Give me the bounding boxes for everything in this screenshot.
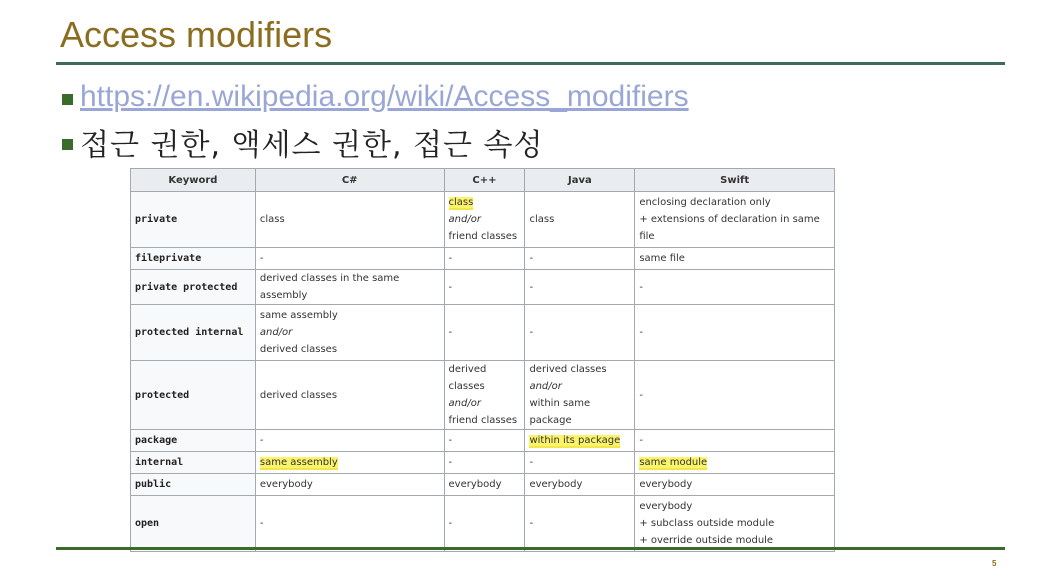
cell-line: [260, 250, 440, 267]
cell-text: -: [259, 253, 264, 264]
cell-text: derived classes: [259, 389, 338, 401]
java-cell: [525, 361, 635, 430]
swift-cell: [635, 430, 835, 452]
cell-line: [529, 454, 630, 471]
cell-line: [529, 324, 630, 341]
cell-text: -: [448, 253, 453, 264]
cell-text: -: [639, 435, 643, 446]
cell-text: -: [529, 253, 534, 264]
table-row: [131, 192, 835, 248]
cell-line: [449, 250, 521, 267]
keyword-cell: package: [131, 430, 256, 452]
cpp-cell: [444, 192, 525, 248]
cell-text: and/or: [259, 327, 293, 338]
cell-text: -: [529, 281, 534, 293]
cpp-cell: [444, 305, 525, 361]
table-row: [131, 305, 835, 361]
cell-text: -: [259, 518, 264, 529]
cell-line: [260, 454, 440, 471]
cell-text: + extensions of declaration in same file: [639, 214, 820, 242]
cell-text: -: [448, 518, 453, 529]
cpp-cell: [444, 430, 525, 452]
cell-line: [260, 307, 440, 324]
cell-text: -: [448, 435, 453, 446]
cell-line: [260, 432, 440, 449]
cell-text: derived classes: [529, 364, 607, 375]
cell-line: [639, 279, 830, 296]
cell-line: [449, 454, 521, 471]
cell-line: [639, 432, 830, 449]
cell-line: [639, 498, 830, 515]
cell-line: [639, 194, 830, 211]
csharp-cell: [255, 192, 444, 248]
cell-text: and/or: [448, 214, 481, 225]
cell-text: class: [529, 214, 555, 225]
cell-text: and/or: [529, 381, 562, 392]
java-cell: [525, 452, 635, 474]
cell-text: friend classes: [448, 231, 518, 242]
cell-text: within same package: [529, 398, 591, 426]
cell-line: [449, 228, 521, 245]
cell-line: [449, 194, 521, 211]
cell-text: derived classes: [448, 364, 487, 392]
cell-text: -: [529, 518, 534, 529]
cpp-cell: [444, 496, 525, 552]
cell-line: [449, 324, 521, 341]
swift-cell: [635, 474, 835, 496]
cell-line: [260, 270, 440, 304]
cell-line: [529, 279, 630, 296]
access-modifiers-table: [130, 168, 835, 552]
csharp-cell: [255, 430, 444, 452]
cell-line: [449, 211, 521, 228]
java-cell: [525, 305, 635, 361]
bullet-square-icon: [62, 139, 73, 150]
cell-line: [260, 211, 440, 228]
cpp-cell: [444, 452, 525, 474]
swift-cell: [635, 452, 835, 474]
keyword-cell: fileprivate: [131, 248, 256, 270]
cell-line: [639, 324, 830, 341]
csharp-cell: [255, 270, 444, 305]
table-row: [131, 248, 835, 270]
cell-text: -: [529, 457, 534, 468]
title-divider: [56, 62, 1005, 65]
table-row: [131, 474, 835, 496]
highlighted-text: same assembly: [259, 457, 338, 468]
cell-text: everybody: [529, 479, 583, 490]
table-row: [131, 430, 835, 452]
bullet-korean-row: [62, 120, 544, 164]
cell-text: -: [448, 327, 453, 338]
cell-line: [639, 387, 830, 404]
cell-line: [529, 432, 630, 449]
cell-text: + override outside module: [639, 535, 774, 546]
highlighted-text: within its package: [529, 435, 621, 446]
cell-text: -: [448, 457, 453, 468]
cell-line: [449, 395, 521, 412]
keyword-cell: public: [131, 474, 256, 496]
cell-line: [529, 476, 630, 493]
cell-text: everybody: [448, 479, 502, 490]
wikipedia-link[interactable]: https://en.wikipedia.org/wiki/Access_modifiers: [80, 80, 689, 113]
header-keyword: Keyword: [131, 169, 256, 192]
keyword-cell: protected internal: [131, 305, 256, 361]
cpp-cell: [444, 248, 525, 270]
swift-cell: [635, 361, 835, 430]
table-row: [131, 496, 835, 552]
cell-text: everybody: [259, 479, 313, 490]
cell-line: [639, 211, 830, 245]
slide-title: Access modifiers: [60, 14, 333, 55]
cell-line: [529, 211, 630, 228]
cell-line: [639, 515, 830, 532]
cell-text: friend classes: [448, 415, 518, 426]
csharp-cell: [255, 474, 444, 496]
cell-text: and/or: [448, 398, 481, 409]
cell-text: -: [529, 327, 534, 338]
highlighted-text: same module: [639, 457, 708, 468]
csharp-cell: [255, 496, 444, 552]
java-cell: [525, 496, 635, 552]
cell-text: enclosing declaration only: [639, 197, 771, 208]
java-cell: [525, 248, 635, 270]
keyword-cell: open: [131, 496, 256, 552]
cell-text: -: [639, 327, 643, 338]
cell-line: [260, 387, 440, 404]
cell-line: [449, 412, 521, 429]
cell-text: -: [448, 281, 453, 293]
table-header-row: [131, 169, 835, 192]
java-cell: [525, 430, 635, 452]
table-row: [131, 452, 835, 474]
header-cpp: C++: [444, 169, 525, 192]
cell-line: [449, 279, 521, 296]
java-cell: [525, 270, 635, 305]
keyword-cell: internal: [131, 452, 256, 474]
keyword-cell: private protected: [131, 270, 256, 305]
cpp-cell: [444, 361, 525, 430]
cell-line: [260, 515, 440, 532]
cell-text: derived classes in the same assembly: [259, 273, 400, 301]
csharp-cell: [255, 305, 444, 361]
cell-line: [449, 361, 521, 395]
java-cell: [525, 474, 635, 496]
swift-cell: [635, 248, 835, 270]
csharp-cell: [255, 248, 444, 270]
swift-cell: [635, 305, 835, 361]
page-number: 5: [992, 559, 997, 568]
keyword-cell: private: [131, 192, 256, 248]
cell-text: derived classes: [259, 344, 338, 355]
swift-cell: [635, 496, 835, 552]
header-java: Java: [525, 169, 635, 192]
cell-line: [639, 476, 830, 493]
header-csharp: C#: [255, 169, 444, 192]
table-body: [131, 192, 835, 552]
cell-line: [260, 476, 440, 493]
table-row: [131, 361, 835, 430]
korean-terms: 접근 권한, 액세스 권한, 접근 속성: [80, 128, 544, 163]
keyword-cell: protected: [131, 361, 256, 430]
highlighted-text: class: [448, 197, 474, 208]
cell-line: [639, 250, 830, 267]
csharp-cell: [255, 361, 444, 430]
cell-line: [529, 361, 630, 378]
bullet-link-row: [62, 80, 689, 114]
java-cell: [525, 192, 635, 248]
csharp-cell: [255, 452, 444, 474]
cell-line: [529, 378, 630, 395]
cell-line: [529, 250, 630, 267]
cell-text: everybody: [639, 479, 693, 490]
table-row: [131, 270, 835, 305]
cell-line: [260, 324, 440, 341]
cell-line: [449, 432, 521, 449]
footer-divider: [56, 547, 1005, 550]
swift-cell: [635, 270, 835, 305]
cell-text: -: [639, 389, 643, 401]
bullet-square-icon: [62, 94, 73, 105]
header-swift: Swift: [635, 169, 835, 192]
cell-line: [449, 515, 521, 532]
cpp-cell: [444, 474, 525, 496]
cell-text: -: [259, 435, 264, 446]
cell-line: [529, 395, 630, 429]
cell-line: [449, 476, 521, 493]
cell-line: [529, 515, 630, 532]
cell-line: [639, 454, 830, 471]
cell-text: same assembly: [259, 310, 338, 321]
cell-text: + subclass outside module: [639, 518, 775, 529]
cell-text: everybody: [639, 501, 693, 512]
cell-text: class: [259, 214, 285, 225]
cell-text: same file: [639, 253, 685, 264]
cpp-cell: [444, 270, 525, 305]
swift-cell: [635, 192, 835, 248]
cell-line: [260, 341, 440, 358]
cell-text: -: [639, 281, 643, 293]
